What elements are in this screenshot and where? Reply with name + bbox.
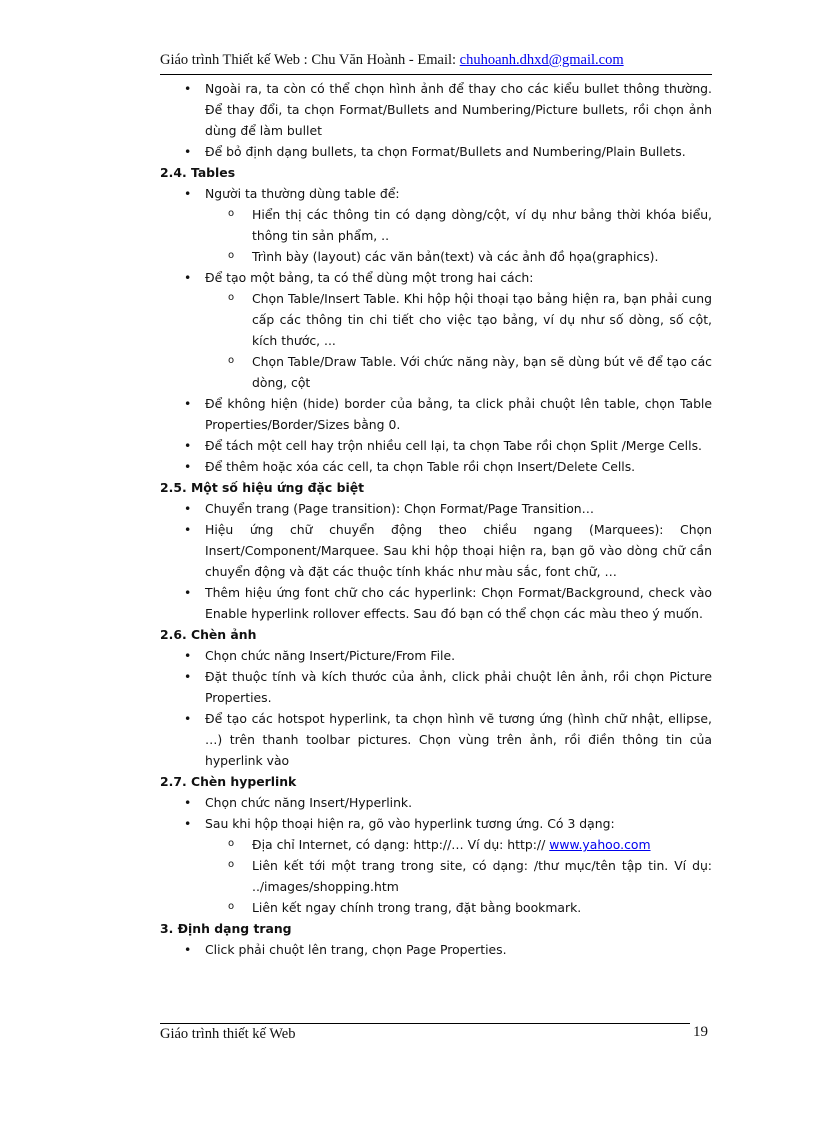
list-item: • Hiệu ứng chữ chuyển động theo chiều ngang (Marquees): Chọn Insert/Component/Marquee. Sau khi hộp thoại hiện ra, bạn gõ vào dòng chữ cần chuyển động và đặt các thuộc tính khác như màu sắc, font chữ, … <box>160 519 712 582</box>
sub-list-item: o Hiển thị các thông tin có dạng dòng/cột, ví dụ như bảng thời khóa biểu, thông tin sản phẩm, .. <box>160 204 712 246</box>
section-heading-2-4: 2.4. Tables <box>160 165 236 180</box>
sub-list-item: o Chọn Table/Draw Table. Với chức năng này, bạn sẽ dùng bút vẽ để tạo các dòng, cột <box>160 351 712 393</box>
section-heading-2-6: 2.6. Chèn ảnh <box>160 627 257 642</box>
sub-list-text: Địa chỉ Internet, có dạng: http://… Ví dụ: http:// <box>252 837 550 852</box>
list-item: • Để thêm hoặc xóa các cell, ta chọn Table rồi chọn Insert/Delete Cells. <box>160 456 712 477</box>
list-item: • Ngoài ra, ta còn có thể chọn hình ảnh để thay cho các kiểu bullet thông thường. Để thay đổi, ta chọn Format/Bullets and Numbering/Picture bullets, rồi chọn ảnh dùng để làm bullet <box>160 78 712 141</box>
sub-list-item: o Liên kết tới một trang trong site, có dạng: /thư mục/tên tập tin. Ví dụ: ../images/shopping.htm <box>160 855 712 897</box>
sub-list-item: o Chọn Table/Insert Table. Khi hộp hội thoại tạo bảng hiện ra, bạn phải cung cấp các thông tin chi tiết cho việc tạo bảng, ví dụ như số dòng, số cột, kích thước, ... <box>160 288 712 351</box>
list-item: • Chọn chức năng Insert/Picture/From File. <box>160 645 712 666</box>
sub-list-item: o Trình bày (layout) các văn bản(text) và các ảnh đồ họa(graphics). <box>160 246 712 267</box>
page-content <box>160 78 712 960</box>
section-heading-2-7: 2.7. Chèn hyperlink <box>160 774 297 789</box>
section-heading-3: 3. Định dạng trang <box>160 921 292 936</box>
sub-list-item: o Liên kết ngay chính trong trang, đặt bằng bookmark. <box>160 897 712 918</box>
footer-divider <box>160 1023 690 1024</box>
list-item: • Để tạo một bảng, ta có thể dùng một trong hai cách: <box>160 267 712 288</box>
header-email-link[interactable]: chuhoanh.dhxd@gmail.com <box>459 52 624 68</box>
list-item: • Sau khi hộp thoại hiện ra, gõ vào hyperlink tương ứng. Có 3 dạng: <box>160 813 712 834</box>
list-item: • Để bỏ định dạng bullets, ta chọn Format/Bullets and Numbering/Plain Bullets. <box>160 141 712 162</box>
section-heading-2-5: 2.5. Một số hiệu ứng đặc biệt <box>160 480 365 495</box>
yahoo-link[interactable]: www.yahoo.com <box>549 837 651 852</box>
list-item: • Để tách một cell hay trộn nhiều cell lại, ta chọn Tabe rồi chọn Split /Merge Cells. <box>160 435 712 456</box>
list-item: • Chuyển trang (Page transition): Chọn Format/Page Transition… <box>160 498 712 519</box>
page-number: 19 <box>693 1024 708 1040</box>
list-item: • Thêm hiệu ứng font chữ cho các hyperlink: Chọn Format/Background, check vào Enable hyperlink rollover effects. Sau đó bạn có thể chọn các màu theo ý muốn. <box>160 582 712 624</box>
header-divider <box>160 74 712 75</box>
list-item: • Để tạo các hotspot hyperlink, ta chọn hình vẽ tương ứng (hình chữ nhật, ellipse, …) trên thanh toolbar pictures. Chọn vùng trên ảnh, rồi điền thông tin của hyperlink vào <box>160 708 712 771</box>
list-item: • Click phải chuột lên trang, chọn Page Properties. <box>160 939 712 960</box>
header-text: Giáo trình Thiết kế Web : Chu Văn Hoành - Email: <box>160 52 460 68</box>
list-item: • Người ta thường dùng table để: <box>160 183 712 204</box>
list-item: • Để không hiện (hide) border của bảng, ta click phải chuột lên table, chọn Table Properties/Border/Sizes bằng 0. <box>160 393 712 435</box>
footer-title: Giáo trình thiết kế Web <box>160 1026 296 1042</box>
list-item: • Chọn chức năng Insert/Hyperlink. <box>160 792 712 813</box>
list-item: • Đặt thuộc tính và kích thước của ảnh, click phải chuột lên ảnh, rồi chọn Picture Properties. <box>160 666 712 708</box>
sub-list-item <box>160 834 712 855</box>
page-header <box>160 52 712 69</box>
